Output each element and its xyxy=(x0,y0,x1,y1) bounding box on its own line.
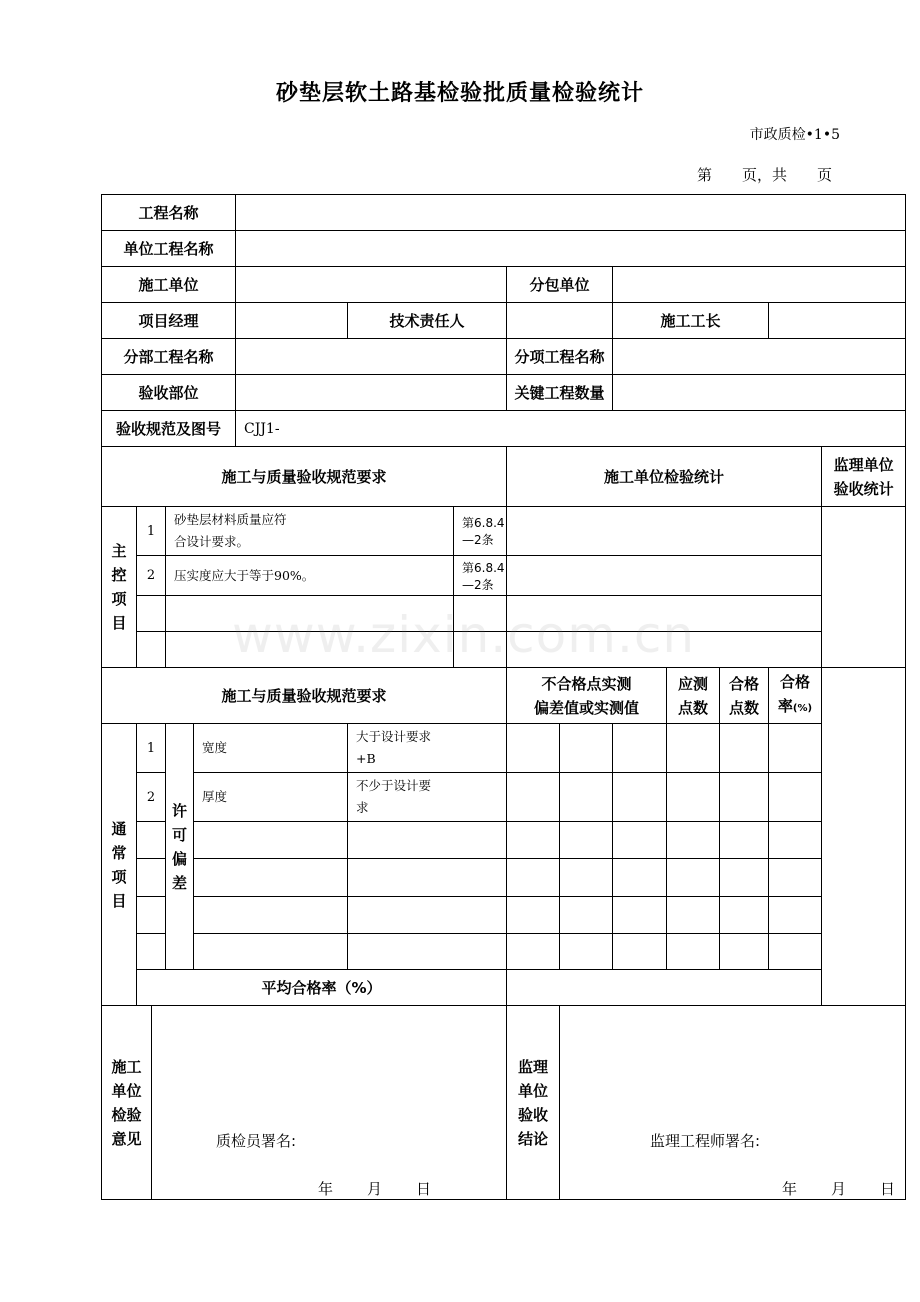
measure-cell[interactable] xyxy=(613,859,667,897)
qualified-rate-cell[interactable] xyxy=(769,897,822,934)
should-count-cell[interactable] xyxy=(667,773,720,822)
general-item-name xyxy=(194,897,348,934)
main-label-char: 目 xyxy=(111,614,127,632)
general-item-no: 1 xyxy=(137,724,166,773)
value-unit-project-name[interactable] xyxy=(236,231,906,267)
page-counter-ye: 页 xyxy=(816,166,832,184)
date-month: 月 xyxy=(831,1180,847,1198)
general-req-header: 施工与质量验收规范要求 xyxy=(102,668,507,724)
supervisor-header-line2: 验收统计 xyxy=(833,479,894,498)
measure-cell[interactable] xyxy=(560,897,613,934)
date-year: 年 xyxy=(318,1180,334,1198)
tolerance-char: 可 xyxy=(171,825,187,844)
main-item-desc xyxy=(166,596,454,632)
should-count-line2: 点数 xyxy=(677,698,708,717)
tolerance-char: 偏 xyxy=(171,849,187,868)
qualified-rate-cell[interactable] xyxy=(769,822,822,859)
measure-cell[interactable] xyxy=(507,773,560,822)
label-project-manager: 项目经理 xyxy=(102,303,236,339)
qualified-rate-line1: 合格 xyxy=(779,673,810,691)
should-count-line1: 应测 xyxy=(677,674,708,693)
value-subcontract-unit[interactable] xyxy=(613,267,906,303)
supervisor-date xyxy=(782,1178,895,1199)
page-counter-di: 第 xyxy=(696,166,712,184)
qualified-rate-line2 xyxy=(769,694,821,721)
general-item-name xyxy=(194,822,348,859)
main-item-no: 2 xyxy=(137,556,166,596)
measure-cell[interactable] xyxy=(613,773,667,822)
general-item-name xyxy=(194,859,348,897)
general-label-char: 通 xyxy=(111,819,127,838)
qualified-rate-cell[interactable] xyxy=(769,773,822,822)
measure-cell[interactable] xyxy=(507,859,560,897)
main-req-header: 施工与质量验收规范要求 xyxy=(102,447,507,507)
qualified-count-cell[interactable] xyxy=(720,934,769,970)
label-construction-unit: 施工单位 xyxy=(102,267,236,303)
supervisor-header-line1: 监理单位 xyxy=(833,455,894,474)
general-item-no: 2 xyxy=(137,773,166,822)
qualified-count-cell[interactable] xyxy=(720,859,769,897)
label-tech-leader: 技术责任人 xyxy=(348,303,507,339)
measure-cell[interactable] xyxy=(507,822,560,859)
main-item-no: 1 xyxy=(137,507,166,556)
measure-cell[interactable] xyxy=(613,822,667,859)
general-item-no xyxy=(137,934,166,970)
measure-cell[interactable] xyxy=(613,934,667,970)
general-item-req xyxy=(348,724,507,773)
value-construction-unit[interactable] xyxy=(236,267,507,303)
value-foreman[interactable] xyxy=(769,303,906,339)
main-item-stat[interactable] xyxy=(507,556,822,596)
general-item-req-line1: 大于设计要求 xyxy=(356,729,432,744)
measure-cell[interactable] xyxy=(560,934,613,970)
general-item-req-line2: +B xyxy=(356,751,376,766)
main-item-no xyxy=(137,596,166,632)
main-item-clause xyxy=(454,596,507,632)
unqualified-header-line1: 不合格点实测 xyxy=(541,674,632,693)
page-counter-total: 页，共 xyxy=(741,166,787,184)
qualified-rate-cell[interactable] xyxy=(769,859,822,897)
date-day: 日 xyxy=(880,1180,896,1198)
general-item-req xyxy=(348,934,507,970)
main-label-char: 控 xyxy=(111,566,127,584)
date-day: 日 xyxy=(416,1180,432,1198)
qualified-rate-header xyxy=(769,668,822,724)
should-count-cell[interactable] xyxy=(667,859,720,897)
main-stat-header: 施工单位检验统计 xyxy=(507,447,822,507)
label-acceptance-part: 验收部位 xyxy=(102,375,236,411)
value-project-name[interactable] xyxy=(236,195,906,231)
general-supervisor-stat[interactable] xyxy=(822,668,906,1006)
label-sub-project-name: 分部工程名称 xyxy=(102,339,236,375)
measure-cell[interactable] xyxy=(560,822,613,859)
construction-opinion-char: 单位 xyxy=(111,1081,142,1100)
should-count-cell[interactable] xyxy=(667,934,720,970)
watermark: www.zixin.com.cn xyxy=(232,606,696,664)
label-foreman: 施工工长 xyxy=(613,303,769,339)
unqualified-header-line2: 偏差值或实测值 xyxy=(533,698,639,717)
tolerance-char: 差 xyxy=(171,873,187,892)
qualified-count-cell[interactable] xyxy=(720,822,769,859)
construction-opinion-char: 施工 xyxy=(111,1057,142,1076)
inspector-signature-label: 质检员署名: xyxy=(216,1132,297,1150)
tolerance-label xyxy=(166,724,194,970)
general-item-no xyxy=(137,897,166,934)
general-item-req xyxy=(348,773,507,822)
main-supervisor-stat[interactable] xyxy=(822,507,906,668)
general-items-label xyxy=(102,724,137,1006)
qualified-rate-cell[interactable] xyxy=(769,934,822,970)
measure-cell[interactable] xyxy=(507,724,560,773)
main-label-char: 主 xyxy=(111,542,127,560)
label-project-name: 工程名称 xyxy=(102,195,236,231)
measure-cell[interactable] xyxy=(507,934,560,970)
form-code: 市政质检•1•5 xyxy=(749,127,840,143)
avg-rate-value[interactable] xyxy=(507,970,822,1006)
supervisor-conclusion-char: 结论 xyxy=(517,1129,548,1148)
measure-cell[interactable] xyxy=(507,897,560,934)
should-count-cell[interactable] xyxy=(667,724,720,773)
main-item-clause: 第6.8.4—2条 xyxy=(454,507,507,556)
main-item-clause xyxy=(454,632,507,668)
label-item-project-name: 分项工程名称 xyxy=(507,339,613,375)
supervisor-conclusion-area[interactable] xyxy=(560,1006,906,1200)
general-item-name xyxy=(194,934,348,970)
page-counter xyxy=(697,164,832,185)
measure-cell[interactable] xyxy=(560,859,613,897)
construction-date xyxy=(318,1178,431,1199)
qualified-count-cell[interactable] xyxy=(720,724,769,773)
avg-rate-label: 平均合格率（%） xyxy=(137,970,507,1006)
qualified-count-header xyxy=(720,668,769,724)
value-project-manager[interactable] xyxy=(236,303,348,339)
main-item-stat[interactable] xyxy=(507,507,822,556)
construction-opinion-label xyxy=(102,1006,152,1200)
general-label-char: 项 xyxy=(111,867,127,886)
date-month: 月 xyxy=(367,1180,383,1198)
should-count-cell[interactable] xyxy=(667,822,720,859)
qualified-rate-unit: (%) xyxy=(792,703,813,714)
label-subcontract-unit: 分包单位 xyxy=(507,267,613,303)
supervisor-conclusion-label xyxy=(507,1006,560,1200)
general-item-req-line2: 求 xyxy=(356,800,369,815)
main-supervisor-header xyxy=(822,447,906,507)
main-item-desc xyxy=(166,507,454,556)
main-item-desc xyxy=(166,632,454,668)
general-item-req xyxy=(348,897,507,934)
unqualified-header xyxy=(507,668,667,724)
general-label-char: 目 xyxy=(111,891,127,910)
supervisor-conclusion-char: 单位 xyxy=(517,1081,548,1100)
qualified-rate-word: 率 xyxy=(777,697,793,715)
general-item-req xyxy=(348,822,507,859)
qualified-rate-cell[interactable] xyxy=(769,724,822,773)
value-spec-drawing[interactable]: CJJ1- xyxy=(236,411,906,447)
construction-opinion-char: 检验 xyxy=(111,1105,142,1124)
value-acceptance-part[interactable] xyxy=(236,375,507,411)
value-key-quantity[interactable] xyxy=(613,375,906,411)
label-unit-project-name: 单位工程名称 xyxy=(102,231,236,267)
value-item-project-name[interactable] xyxy=(613,339,906,375)
tolerance-char: 许 xyxy=(171,801,187,820)
measure-cell[interactable] xyxy=(613,897,667,934)
supervisor-conclusion-char: 监理 xyxy=(517,1057,548,1076)
qualified-count-line2: 点数 xyxy=(728,698,759,717)
value-sub-project-name[interactable] xyxy=(236,339,507,375)
page-title: 砂垫层软土路基检验批质量检验统计 xyxy=(275,81,644,106)
construction-opinion-area[interactable] xyxy=(152,1006,507,1200)
main-item-desc-line1: 砂垫层材料质量应符 xyxy=(174,512,287,527)
general-label-char: 常 xyxy=(111,843,127,862)
qualified-count-line1: 合格 xyxy=(728,674,759,693)
should-count-cell[interactable] xyxy=(667,897,720,934)
general-item-req xyxy=(348,859,507,897)
date-year: 年 xyxy=(782,1180,798,1198)
label-key-quantity: 关键工程数量 xyxy=(507,375,613,411)
main-label-char: 项 xyxy=(111,590,127,608)
general-item-req-line1: 不少于设计要 xyxy=(356,778,432,793)
main-item-stat[interactable] xyxy=(507,596,822,632)
qualified-count-cell[interactable] xyxy=(720,897,769,934)
measure-cell[interactable] xyxy=(560,773,613,822)
main-item-desc-line2: 合设计要求。 xyxy=(174,534,250,549)
qualified-count-cell[interactable] xyxy=(720,773,769,822)
value-tech-leader[interactable] xyxy=(507,303,613,339)
measure-cell[interactable] xyxy=(560,724,613,773)
general-item-no xyxy=(137,859,166,897)
main-item-desc: 压实度应大于等于90%。 xyxy=(166,556,454,596)
inspection-form-table xyxy=(101,194,906,1200)
main-control-label xyxy=(102,507,137,668)
general-item-name: 宽度 xyxy=(194,724,348,773)
main-item-clause: 第6.8.4—2条 xyxy=(454,556,507,596)
construction-opinion-char: 意见 xyxy=(111,1129,142,1148)
general-item-no xyxy=(137,822,166,859)
should-count-header xyxy=(667,668,720,724)
label-spec-drawing: 验收规范及图号 xyxy=(102,411,236,447)
main-item-no xyxy=(137,632,166,668)
engineer-signature-label: 监理工程师署名: xyxy=(650,1132,761,1150)
main-item-stat[interactable] xyxy=(507,632,822,668)
general-item-name: 厚度 xyxy=(194,773,348,822)
supervisor-conclusion-char: 验收 xyxy=(517,1105,548,1124)
measure-cell[interactable] xyxy=(613,724,667,773)
